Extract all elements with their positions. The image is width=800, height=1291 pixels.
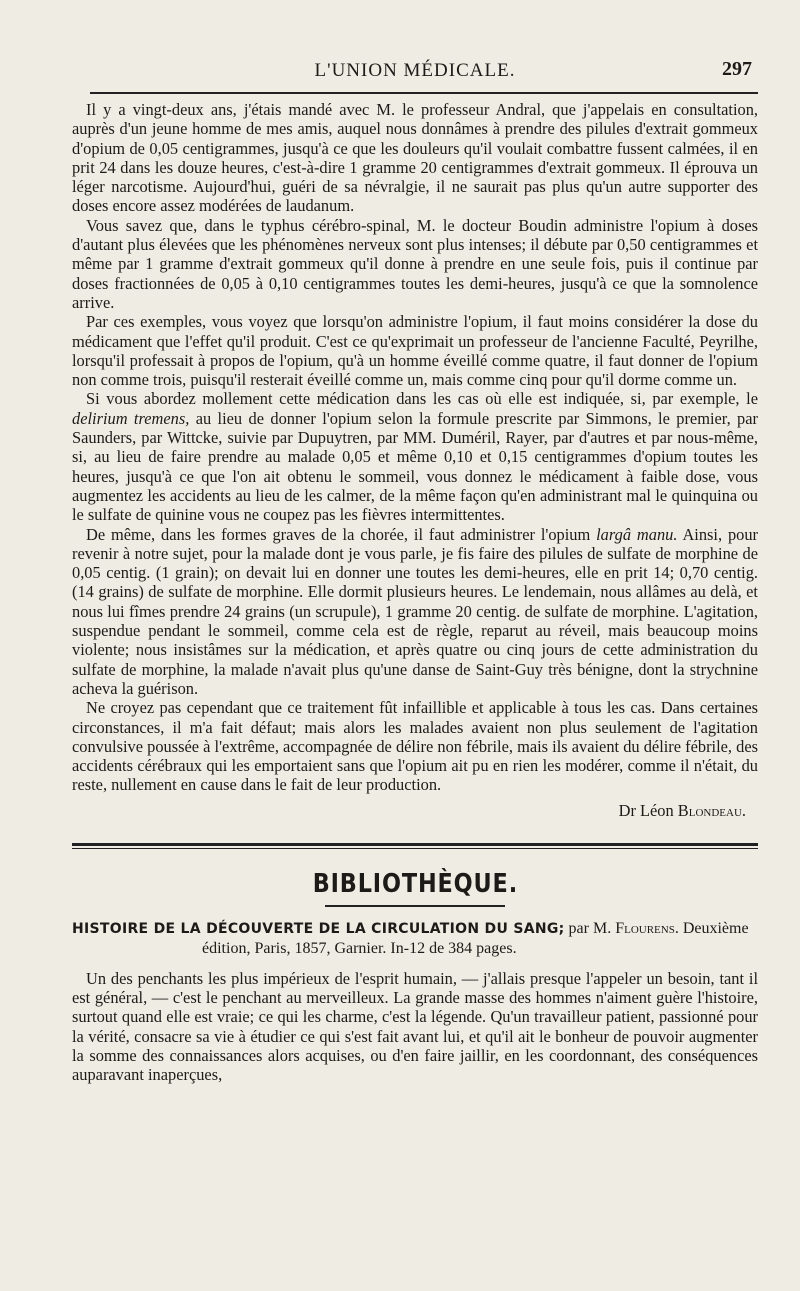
page-number: 297 bbox=[722, 58, 752, 80]
paragraph: Il y a vingt-deux ans, j'étais mandé avec M. le professeur Andral, que j'appelais en consultation, auprès d'un jeune homme de mes amis, auquel nous donnâmes à prendre des pilules d'extrait gommeux d'opium de 0,05 centigrammes, jusqu'à ce que les douleurs qu'il voulait combattre fussent calmées, il en prit 24 dans les douze heures, c'est-à-dire 1 gramme 20 centigrammes d'extrait gommeux. Il éprouva un léger narcotisme. Aujourd'hui, guéri de sa névralgie, il ne saurait pas plus qu'un autre supporter des doses encore assez modérées de laudanum. bbox=[72, 100, 758, 216]
paragraph: Ne croyez pas cependant que ce traitement fût infaillible et applicable à tous les cas. Dans certaines circonstances, il m'a fait défaut; mais alors les malades avaient non plus seulement de l'agitation convulsive poussée à l'extrême, accompagnée de délire non fébrile, mais ils avaient du délire fébrile, des accidents cérébraux qui les emportaient sans que l'opium ait pu en rien les modérer, comme il n'était, du reste, nullement en cause dans le fait de leur production. bbox=[72, 698, 758, 795]
book-edition: édition, Paris, 1857, Garnier. In-12 de 384 pages. bbox=[202, 939, 517, 957]
header-rule bbox=[90, 92, 758, 94]
author-signature bbox=[72, 801, 746, 821]
section-heading bbox=[72, 869, 758, 899]
paragraph bbox=[72, 389, 758, 524]
text-run: Si vous abordez mollement cette médication dans les cas où elle est indiquée, si, par exemple, le bbox=[86, 389, 758, 409]
article-body bbox=[72, 100, 758, 795]
section-title: BIBLIOTHÈQUE. bbox=[312, 868, 518, 899]
book-entry bbox=[72, 919, 758, 959]
running-head bbox=[72, 52, 758, 92]
book-edition-a: Deuxième bbox=[678, 919, 749, 937]
text-run: Ainsi, pour revenir à notre sujet, pour la malade dont je vous parle, je fis faire des pilules de sulfate de morphine de 0,05 centig. (1 grain); on devait lui en donner une toutes les demi-heures, elle en prit 14; 0,70 centig. (14 grains) de sulfate de morphine. Elle dormit plusieurs heures. Le lendemain, nous allâmes au delà, et nous lui fîmes prendre 24 grains (un scrupule), 1 gramme 20 centig. de sulfate de morphine. L'agitation, suspendue pendant le sommeil, comme cela est de règle, reparut au réveil, mais beaucoup moins violente; nous insistâmes sur la médication, et après quatre ou cinq jours de cette administration du sulfate de morphine, la malade n'avait plus qu'une danse de Saint-Guy très bénigne, dont la strychnine acheva la guérison. bbox=[72, 524, 758, 698]
paragraph: Par ces exemples, vous voyez que lorsqu'on administre l'opium, il faut moins considérer la dose du médicament que l'effet qu'il produit. C'est ce qu'exprimait un professeur de l'ancienne Faculté, Peyrilhe, lorsqu'il professait à propos de l'opium, qu'à un homme éveillé comme quatre, il faut donner de l'opium non comme trois, puisqu'il resterait éveillé comme un, mais comme cinq pour qu'il dorme comme un. bbox=[72, 312, 758, 390]
text-run: De même, dans les formes graves de la chorée, il faut administrer l'opium bbox=[86, 524, 597, 544]
section-divider bbox=[72, 843, 758, 849]
title-underline bbox=[325, 905, 505, 907]
running-title: L'UNION MÉDICALE. bbox=[314, 60, 516, 81]
italic-term: delirium tremens, bbox=[72, 408, 190, 428]
paragraph: Un des penchants les plus impérieux de l'esprit humain, — j'allais presque l'appeler un besoin, tant il est général, — c'est le penchant au merveilleux. La grande masse des hommes n'aiment guère l'histoire, surtout quand elle est vraie; ce qui les charme, c'est la légende. Qu'un travailleur patient, passionné pour la vérité, consacre sa vie à étudier ce qui s'est fait avant lui, et qu'il ait le bonheur de pouvoir augmenter la somme des connaissances alors acquises, ou d'en faire jaillir, en les coordonnant, des conséquences auparavant inaperçues, bbox=[72, 968, 758, 1085]
paragraph: Vous savez que, dans le typhus cérébro-spinal, M. le docteur Boudin administre l'opium à doses d'autant plus élevées que les phénomènes nerveux sont plus intenses; il débute par 0,50 centigrammes et même par 1 gramme d'extrait gommeux qu'il donne à prendre en une seule fois, puis il continue par doses fractionnées de 0,05 à 0,10 centigrammes toutes les demi-heures, jusqu'à ce que la somnolence arrive. bbox=[72, 215, 758, 312]
paragraph bbox=[72, 525, 758, 699]
text-run: au lieu de donner l'opium selon la formule prescrite par Simmons, le premier, par Saunders, par Wittcke, suivie par Dupuytren, par MM. Duméril, Rayer, par d'autres et par nous-même, si, au lieu de faire prendre au malade 0,05 et même 0,10 et 0,15 centigrammes d'opium toutes les heures, jusqu'à ce que l'on ait obtenu le sommeil, vous donnez le médicament à faible dose, vous augmentez les accidents au lieu de les calmer, de la même façon qu'en administrant mal le quinquina ou le sulfate de quinine vous ne coupez pas les fièvres intermittentes. bbox=[72, 408, 758, 525]
italic-term: largâ manu. bbox=[596, 524, 678, 544]
book-by: par M. bbox=[564, 919, 616, 937]
signature-prefix: Dr Léon bbox=[618, 800, 678, 820]
book-title: HISTOIRE DE LA DÉCOUVERTE DE LA CIRCULATION DU SANG; bbox=[72, 920, 565, 937]
signature-name: Blondeau. bbox=[677, 800, 746, 820]
review-body bbox=[72, 969, 758, 1085]
book-author: Flourens. bbox=[615, 919, 679, 937]
